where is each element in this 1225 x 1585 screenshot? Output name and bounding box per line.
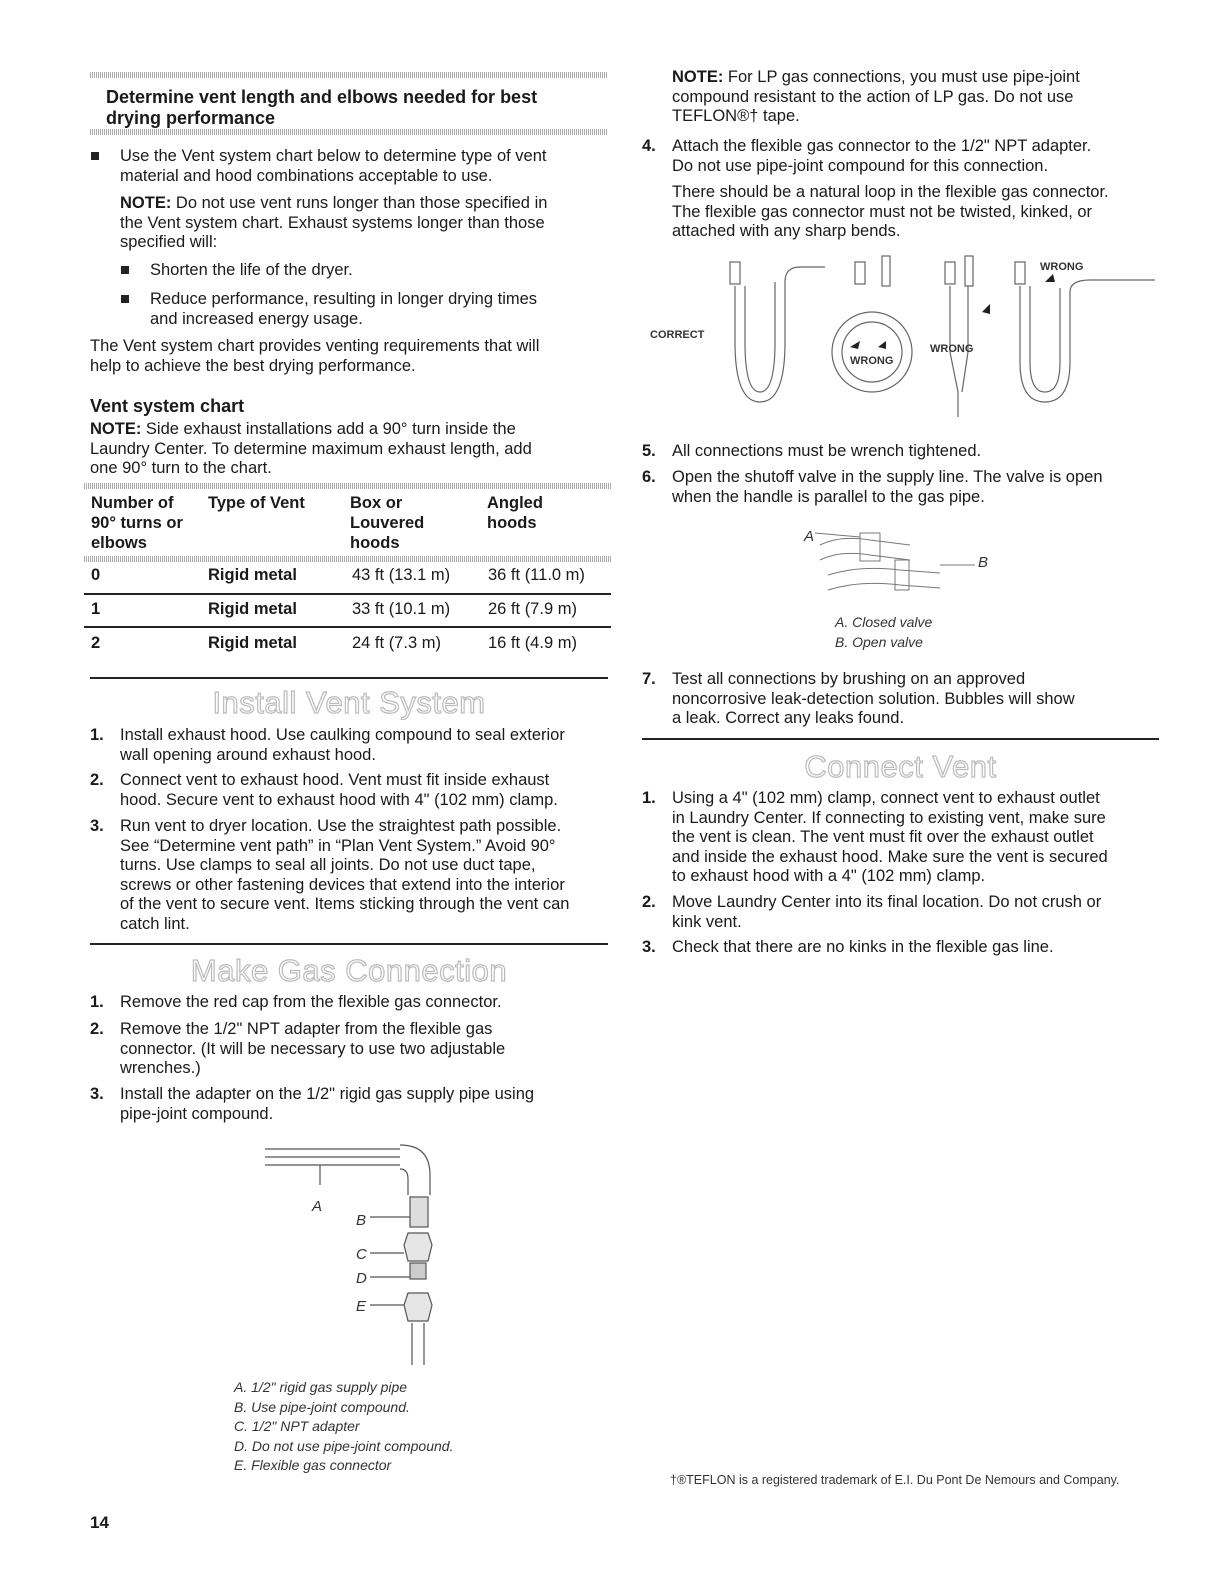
caption-line: A. 1/2" rigid gas supply pipe	[234, 1379, 408, 1395]
table-cell: 16 ft (4.9 m)	[488, 634, 577, 652]
step-text	[672, 137, 1091, 176]
text-line: Use the Vent system chart below to determine type of vent	[120, 147, 547, 165]
text-line: noncorrosive leak-detection solution. Bubbles will show	[672, 689, 1075, 708]
text-line: wall opening around exhaust hood.	[120, 745, 376, 764]
caption-line: B. Open valve	[835, 633, 923, 650]
step-number: 7.	[642, 670, 656, 688]
text-line: Using a 4" (102 mm) clamp, connect vent to exhaust outlet	[672, 789, 1100, 807]
caption-line: D. Do not use pipe-joint compound.	[234, 1437, 454, 1454]
text-line: when the handle is parallel to the gas pipe.	[672, 487, 985, 506]
header-line: hoods	[350, 534, 400, 552]
table-rule-header	[84, 556, 611, 562]
step-number: 5.	[642, 442, 656, 460]
section-divider	[90, 943, 608, 945]
text-line: screws or other fastening devices that extend into the interior	[120, 875, 565, 894]
figure-label: C	[356, 1246, 367, 1263]
step-number: 3.	[90, 1085, 104, 1103]
table-row-divider	[84, 593, 611, 595]
step-text	[672, 442, 981, 462]
text-line: Install the adapter on the 1/2" rigid gas supply pipe using	[120, 1085, 535, 1103]
step-text	[120, 993, 502, 1013]
heading-rule-top	[90, 72, 608, 78]
step-number: 4.	[642, 137, 656, 155]
text-line: catch lint.	[120, 914, 190, 933]
step-text	[120, 1085, 534, 1124]
text-line: Do not use vent runs longer than those specified in	[171, 194, 548, 212]
header-line: hoods	[487, 514, 537, 532]
text-line: The Vent system chart provides venting requirements that will	[90, 337, 540, 355]
table-cell: 33 ft (10.1 m)	[352, 600, 451, 618]
text-line: Connect vent to exhaust hood. Vent must fit inside exhaust	[120, 771, 550, 789]
text-line: Do not use pipe-joint compound for this connection.	[672, 156, 1049, 175]
section-title-gas-connection: Make Gas Connection	[190, 953, 508, 988]
text-line: the vent is clean. The vent must fit over the exhaust outlet	[672, 828, 1094, 846]
table-header-cell	[487, 493, 607, 533]
note-label: NOTE:	[120, 194, 172, 212]
table-cell: Rigid metal	[208, 600, 297, 618]
section-title-install-vent: Install Vent System	[212, 685, 486, 720]
bullet-marker	[121, 295, 129, 303]
text-line: pipe-joint compound.	[120, 1104, 274, 1123]
note-vent-length	[120, 194, 547, 253]
text-line: Attach the flexible gas connector to the 1/2" NPT adapter.	[672, 137, 1092, 155]
note-side-exhaust	[90, 420, 532, 479]
caption-line: E. Flexible gas connector	[234, 1457, 392, 1473]
table-header-cell	[208, 493, 348, 513]
text-line: and inside the exhaust hood. Make sure the vent is secured	[672, 847, 1108, 866]
table-cell: 26 ft (7.9 m)	[488, 600, 577, 618]
text-line: connector. (It will be necessary to use two adjustable	[120, 1039, 506, 1058]
heading-line: drying performance	[106, 108, 276, 128]
header-line: Number of	[91, 494, 174, 512]
connector-loop-illustration	[650, 252, 1160, 432]
section-divider	[90, 677, 608, 679]
step-number: 3.	[642, 938, 656, 956]
step-text	[672, 893, 1101, 932]
figure-label: B	[356, 1212, 367, 1229]
text-line: to exhaust hood with a 4" (102 mm) clamp.	[672, 867, 986, 885]
table-header-cell	[350, 493, 470, 553]
table-cell: Rigid metal	[208, 566, 297, 584]
step-number: 2.	[642, 893, 656, 911]
sub-bullet-text: Shorten the life of the dryer.	[150, 261, 353, 279]
table-rule-top	[84, 483, 611, 489]
text-line: a leak. Correct any leaks found.	[672, 709, 905, 727]
text-line: hood. Secure vent to exhaust hood with 4" (102 mm) clamp.	[120, 790, 558, 809]
text-line: turns. Use clamps to seal all joints. Do not use duct tape,	[120, 856, 536, 874]
figure-label-wrong: WRONG	[850, 355, 894, 367]
table-cell: 24 ft (7.3 m)	[352, 634, 441, 652]
table-cell: Rigid metal	[208, 634, 297, 652]
step-text	[120, 1020, 505, 1079]
text-line: material and hood combinations acceptable to use.	[120, 166, 493, 185]
text-line: Install exhaust hood. Use caulking compound to seal exterior	[120, 726, 565, 744]
table-row	[84, 634, 611, 662]
figure-label: E	[356, 1298, 367, 1315]
step-number: 1.	[642, 789, 656, 807]
step-number: 1.	[90, 726, 104, 744]
figure-label: D	[356, 1270, 367, 1287]
header-line: 90° turns or	[91, 514, 183, 532]
bullet-text	[120, 147, 546, 186]
text-line: Open the shutoff valve in the supply line. The valve is open	[672, 468, 1103, 486]
text-line: The flexible gas connector must not be twisted, kinked, or	[672, 202, 1093, 221]
text-line: Reduce performance, resulting in longer drying times	[150, 290, 538, 308]
step-number: 2.	[90, 771, 104, 789]
step-number: 1.	[90, 993, 104, 1011]
table-row	[84, 566, 611, 594]
table-cell: 43 ft (13.1 m)	[352, 566, 451, 584]
text-line: and increased energy usage.	[150, 309, 363, 328]
step-text	[120, 726, 565, 765]
note-label: NOTE:	[90, 420, 142, 438]
step-text	[120, 817, 569, 934]
header-line: Type of Vent	[208, 494, 305, 512]
text-line: There should be a natural loop in the flexible gas connector.	[672, 183, 1109, 201]
text-line: For LP gas connections, you must use pipe-joint	[723, 68, 1080, 86]
text-line: specified will:	[120, 233, 218, 251]
paragraph	[90, 337, 539, 376]
step-text	[120, 771, 558, 810]
step-text	[672, 468, 1103, 507]
text-line: Remove the 1/2" NPT adapter from the flexible gas	[120, 1020, 493, 1038]
text-line: wrenches.)	[120, 1059, 201, 1077]
heading-line: Determine vent length and elbows needed for best	[106, 87, 538, 107]
section-heading	[106, 87, 606, 129]
note-lp-gas	[672, 68, 1080, 127]
chart-heading: Vent system chart	[90, 396, 245, 416]
figure-caption	[234, 1378, 453, 1476]
text-line: Test all connections by brushing on an approved	[672, 670, 1026, 688]
header-line: Angled	[487, 494, 543, 512]
note-label: NOTE:	[672, 68, 724, 86]
bullet-marker	[91, 152, 99, 160]
heading-rule-bottom	[90, 129, 608, 135]
figure-label: A	[312, 1198, 323, 1215]
table-cell: 1	[91, 600, 101, 618]
text-line: of the vent to secure vent. Items sticking through the vent can	[120, 895, 570, 913]
text-line: Laundry Center. To determine maximum exhaust length, add	[90, 439, 532, 458]
gas-connector-illustration	[230, 1135, 480, 1375]
text-line: Check that there are no kinks in the flexible gas line.	[672, 938, 1054, 956]
section-title-connect-vent: Connect Vent	[804, 749, 997, 784]
table-row-divider	[84, 626, 611, 628]
caption-line: C. 1/2" NPT adapter	[234, 1418, 360, 1434]
text-line: See “Determine vent path” in “Plan Vent System.” Avoid 90°	[120, 836, 556, 855]
step-number: 2.	[90, 1020, 104, 1038]
page-number: 14	[90, 1513, 109, 1532]
text-line: help to achieve the best drying performance.	[90, 356, 416, 375]
text-line: the Vent system chart. Exhaust systems longer than those	[120, 213, 545, 232]
header-line: elbows	[91, 534, 147, 552]
text-line: Run vent to dryer location. Use the straightest path possible.	[120, 817, 562, 835]
sub-bullet-text	[150, 290, 537, 329]
caption-line: A. Closed valve	[835, 614, 933, 630]
table-row	[84, 600, 611, 628]
figure-label-wrong: WRONG	[930, 343, 974, 355]
figure-label-correct: CORRECT	[650, 329, 705, 341]
text-line: kink vent.	[672, 912, 742, 931]
text-line: TEFLON®† tape.	[672, 107, 800, 125]
valve-caption	[835, 613, 932, 652]
header-line: Louvered	[350, 514, 425, 532]
step-number: 3.	[90, 817, 104, 835]
table-header-cell	[91, 493, 211, 553]
step-text	[672, 789, 1108, 887]
text-line: in Laundry Center. If connecting to existing vent, make sure	[672, 808, 1106, 827]
table-cell: 36 ft (11.0 m)	[488, 566, 585, 584]
text-line: attached with any sharp bends.	[672, 222, 901, 240]
header-line: Box or	[350, 494, 403, 512]
step-text	[672, 938, 1054, 958]
text-line: compound resistant to the action of LP gas. Do not use	[672, 87, 1074, 106]
figure-label: B	[978, 554, 989, 571]
section-divider	[642, 738, 1159, 740]
table-cell: 0	[91, 566, 101, 584]
valve-illustration	[800, 515, 1000, 615]
text-line: Move Laundry Center into its final location. Do not crush or	[672, 893, 1102, 911]
step-text	[672, 670, 1075, 729]
text-line: Remove the red cap from the flexible gas connector.	[120, 993, 502, 1011]
step-number: 6.	[642, 468, 656, 486]
text-line: All connections must be wrench tightened.	[672, 442, 982, 460]
figure-label-wrong: WRONG	[1040, 261, 1084, 273]
caption-line: B. Use pipe-joint compound.	[234, 1398, 410, 1415]
text-line: one 90° turn to the chart.	[90, 459, 272, 477]
table-cell: 2	[91, 634, 101, 652]
figure-label: A	[804, 528, 815, 545]
text-line: Side exhaust installations add a 90° turn inside the	[141, 420, 516, 438]
paragraph	[672, 183, 1109, 242]
footnote: †®TEFLON is a registered trademark of E.I. Du Pont De Nemours and Company.	[670, 1473, 1120, 1487]
bullet-marker	[121, 266, 129, 274]
